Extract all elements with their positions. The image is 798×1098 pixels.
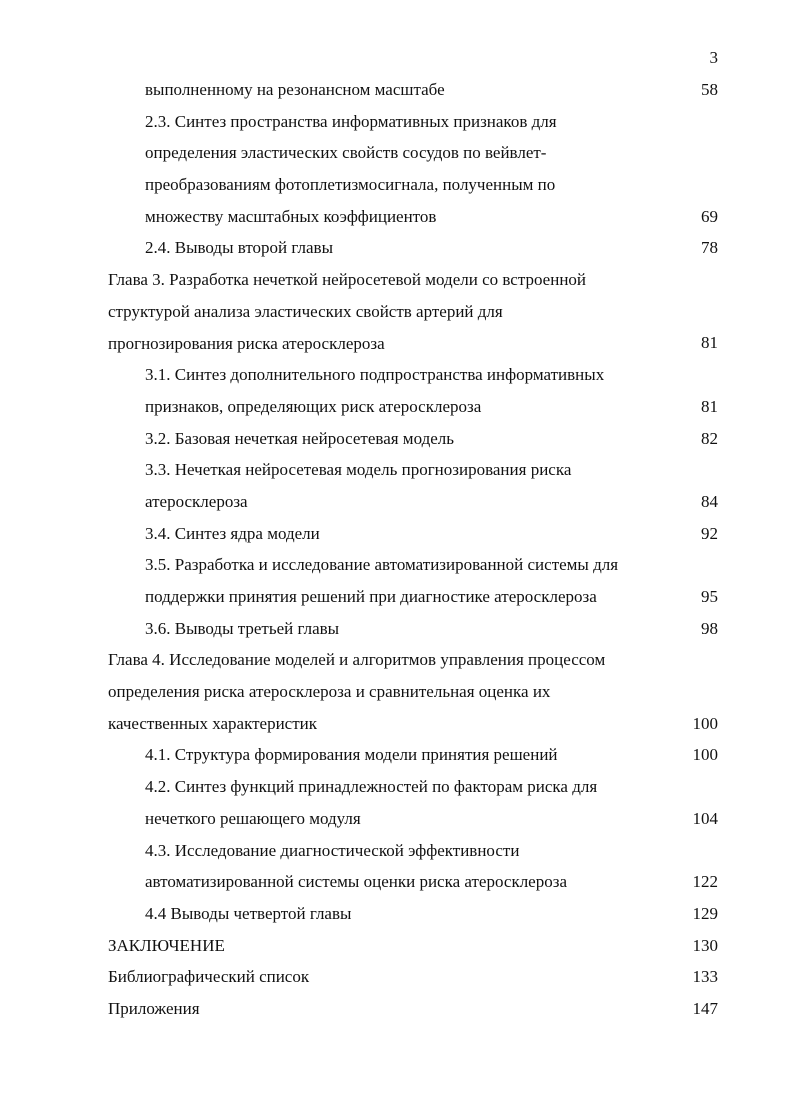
toc-page-number: 84 [701,491,718,511]
toc-page-number: 100 [692,745,718,765]
toc-section-entry [0,454,798,517]
toc-section-entry [0,549,798,612]
toc-section-entry [0,518,798,550]
toc-page-number: 58 [701,79,718,99]
toc-page-number: 98 [701,618,718,638]
toc-entry-text-line: 4.4 Выводы четвертой главы [145,903,352,923]
toc-page-number: 122 [692,872,718,892]
toc-entry-text-line: качественных характеристик [108,713,318,733]
toc-entry-text-line: преобразованиям фотоплетизмосигнала, полученным по [145,175,556,195]
toc-entry-text-line: 3.6. Выводы третьей главы [145,618,340,638]
toc-entry-text-line: нечеткого решающего модуля [145,808,361,828]
toc-entry-text-line: Приложения [108,998,200,1018]
toc-entry-text-line: 2.3. Синтез пространства информативных признаков для [145,111,557,131]
toc-chapter-entry [0,993,798,1025]
toc-entry-text-line: Глава 3. Разработка нечеткой нейросетевой модели со встроенной [108,270,587,290]
toc-entry-text-line: 3.5. Разработка и исследование автоматизированной системы для [145,555,619,575]
toc-entry-text-line: выполненному на резонансном масштабе [145,80,445,99]
toc-chapter-entry [0,264,798,359]
toc-page-number: 81 [701,333,718,353]
toc-entry-text-line: определения эластических свойств сосудов по вейвлет- [145,143,547,163]
toc-section-entry [0,423,798,455]
toc-entry-text-line: множеству масштабных коэффициентов [145,206,437,226]
toc-section-entry [0,106,798,233]
toc-page-number: 100 [692,713,718,733]
toc-page-number: 104 [692,808,718,828]
toc-page-number: 95 [701,586,718,606]
toc-page-number: 92 [701,523,718,543]
toc-entry-text-line: 4.3. Исследование диагностической эффективности [145,840,520,860]
toc-entry-text-line: определения риска атеросклероза и сравнительная оценка их [108,682,551,702]
toc-entry-text-line: структурой анализа эластических свойств артерий для [108,301,503,321]
toc-section-entry [0,835,798,898]
table-of-contents [0,74,798,1025]
toc-entry-text-line: 4.2. Синтез функций принадлежностей по факторам риска для [145,777,598,797]
toc-entry-text-line: Глава 4. Исследование моделей и алгоритмов управления процессом [108,650,606,670]
toc-entry-text-line: Библиографический список [108,967,310,987]
toc-chapter-entry [0,644,798,739]
toc-entry-text-line: признаков, определяющих риск атеросклероза [145,396,482,416]
toc-section-entry [0,898,798,930]
toc-entry-text-line: атеросклероза [145,491,248,511]
toc-page-number: 78 [701,238,718,258]
toc-page-number: 81 [701,396,718,416]
toc-entry-text-line: 3.1. Синтез дополнительного подпространства информативных [145,365,605,385]
toc-section-entry [0,359,798,422]
toc-page-number: 82 [701,428,718,448]
toc-entry-text-line: 3.4. Синтез ядра модели [145,523,320,543]
toc-page-number: 130 [692,935,718,955]
toc-page-number: 147 [692,998,718,1018]
toc-page-number: 129 [692,903,718,923]
toc-entry-text-line: поддержки принятия решений при диагностике атеросклероза [145,587,597,606]
toc-section-entry [0,74,798,106]
toc-section-entry [0,739,798,771]
toc-entry-text-line: 3.2. Базовая нечеткая нейросетевая модель [145,428,455,448]
toc-chapter-entry [0,961,798,993]
toc-chapter-entry [0,930,798,962]
toc-entry-text-line: ЗАКЛЮЧЕНИЕ [108,935,225,955]
page-number: 3 [709,48,718,67]
toc-entry-text-line: прогнозирования риска атеросклероза [108,333,385,353]
toc-page-number: 133 [692,967,718,987]
toc-section-entry [0,771,798,834]
toc-entry-text-line: 4.1. Структура формирования модели принятия решений [145,745,558,765]
toc-entry-text-line: автоматизированной системы оценки риска атеросклероза [145,872,567,892]
toc-page-number: 69 [701,206,718,226]
toc-section-entry [0,232,798,264]
toc-section-entry [0,613,798,645]
toc-entry-text-line: 3.3. Нечеткая нейросетевая модель прогнозирования риска [145,460,572,480]
toc-entry-text-line: 2.4. Выводы второй главы [145,238,333,258]
